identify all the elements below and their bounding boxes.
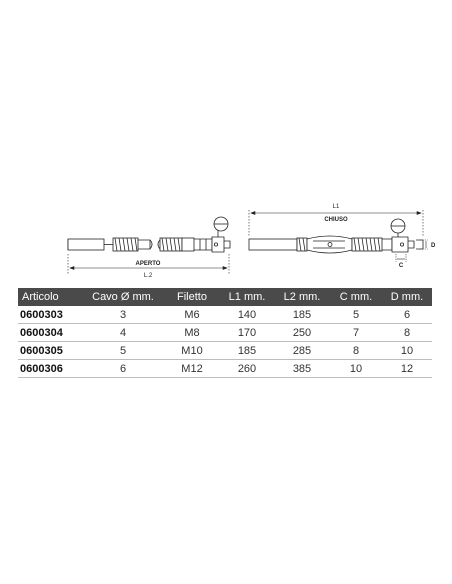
cell-c: 10	[330, 360, 382, 378]
cell-cable: 6	[82, 360, 164, 378]
cell-d: 10	[382, 342, 432, 360]
cell-l1: 260	[220, 360, 274, 378]
cell-c: 8	[330, 342, 382, 360]
cell-cable: 5	[82, 342, 164, 360]
specification-table	[18, 288, 432, 378]
cell-thread: M10	[164, 342, 220, 360]
cell-d: 8	[382, 324, 432, 342]
cell-article: 0600306	[18, 360, 82, 378]
header-c: C mm.	[330, 288, 382, 306]
d-label: D	[431, 243, 436, 249]
cell-l2: 285	[274, 342, 330, 360]
header-d: D mm.	[382, 288, 432, 306]
cell-c: 5	[330, 306, 382, 324]
open-label: APERTO	[135, 261, 161, 267]
cell-article: 0600305	[18, 342, 82, 360]
cell-d: 12	[382, 360, 432, 378]
cell-l2: 250	[274, 324, 330, 342]
header-cable-diameter: Cavo Ø mm.	[82, 288, 164, 306]
cell-article: 0600304	[18, 324, 82, 342]
cell-d: 6	[382, 306, 432, 324]
l2-label: L.2	[143, 273, 153, 279]
cell-l2: 385	[274, 360, 330, 378]
table-row	[18, 324, 432, 342]
header-thread: Filetto	[164, 288, 220, 306]
table-header-row	[18, 288, 432, 306]
cell-l2: 185	[274, 306, 330, 324]
c-label: C	[398, 263, 404, 269]
l1-label: L1	[332, 204, 340, 210]
header-l1: L1 mm.	[220, 288, 274, 306]
cell-thread: M12	[164, 360, 220, 378]
turnbuckle-diagram	[0, 0, 452, 290]
cell-c: 7	[330, 324, 382, 342]
cell-article: 0600303	[18, 306, 82, 324]
cell-l1: 185	[220, 342, 274, 360]
cell-thread: M8	[164, 324, 220, 342]
closed-label: CHIUSO	[324, 217, 348, 223]
header-l2: L2 mm.	[274, 288, 330, 306]
cell-thread: M6	[164, 306, 220, 324]
cell-cable: 3	[82, 306, 164, 324]
table-row	[18, 342, 432, 360]
open-turnbuckle-drawing	[68, 217, 230, 252]
header-article: Articolo	[18, 288, 82, 306]
cell-l1: 140	[220, 306, 274, 324]
closed-turnbuckle-drawing	[249, 219, 423, 253]
table-row	[18, 306, 432, 324]
cell-cable: 4	[82, 324, 164, 342]
table-row	[18, 360, 432, 378]
cell-l1: 170	[220, 324, 274, 342]
